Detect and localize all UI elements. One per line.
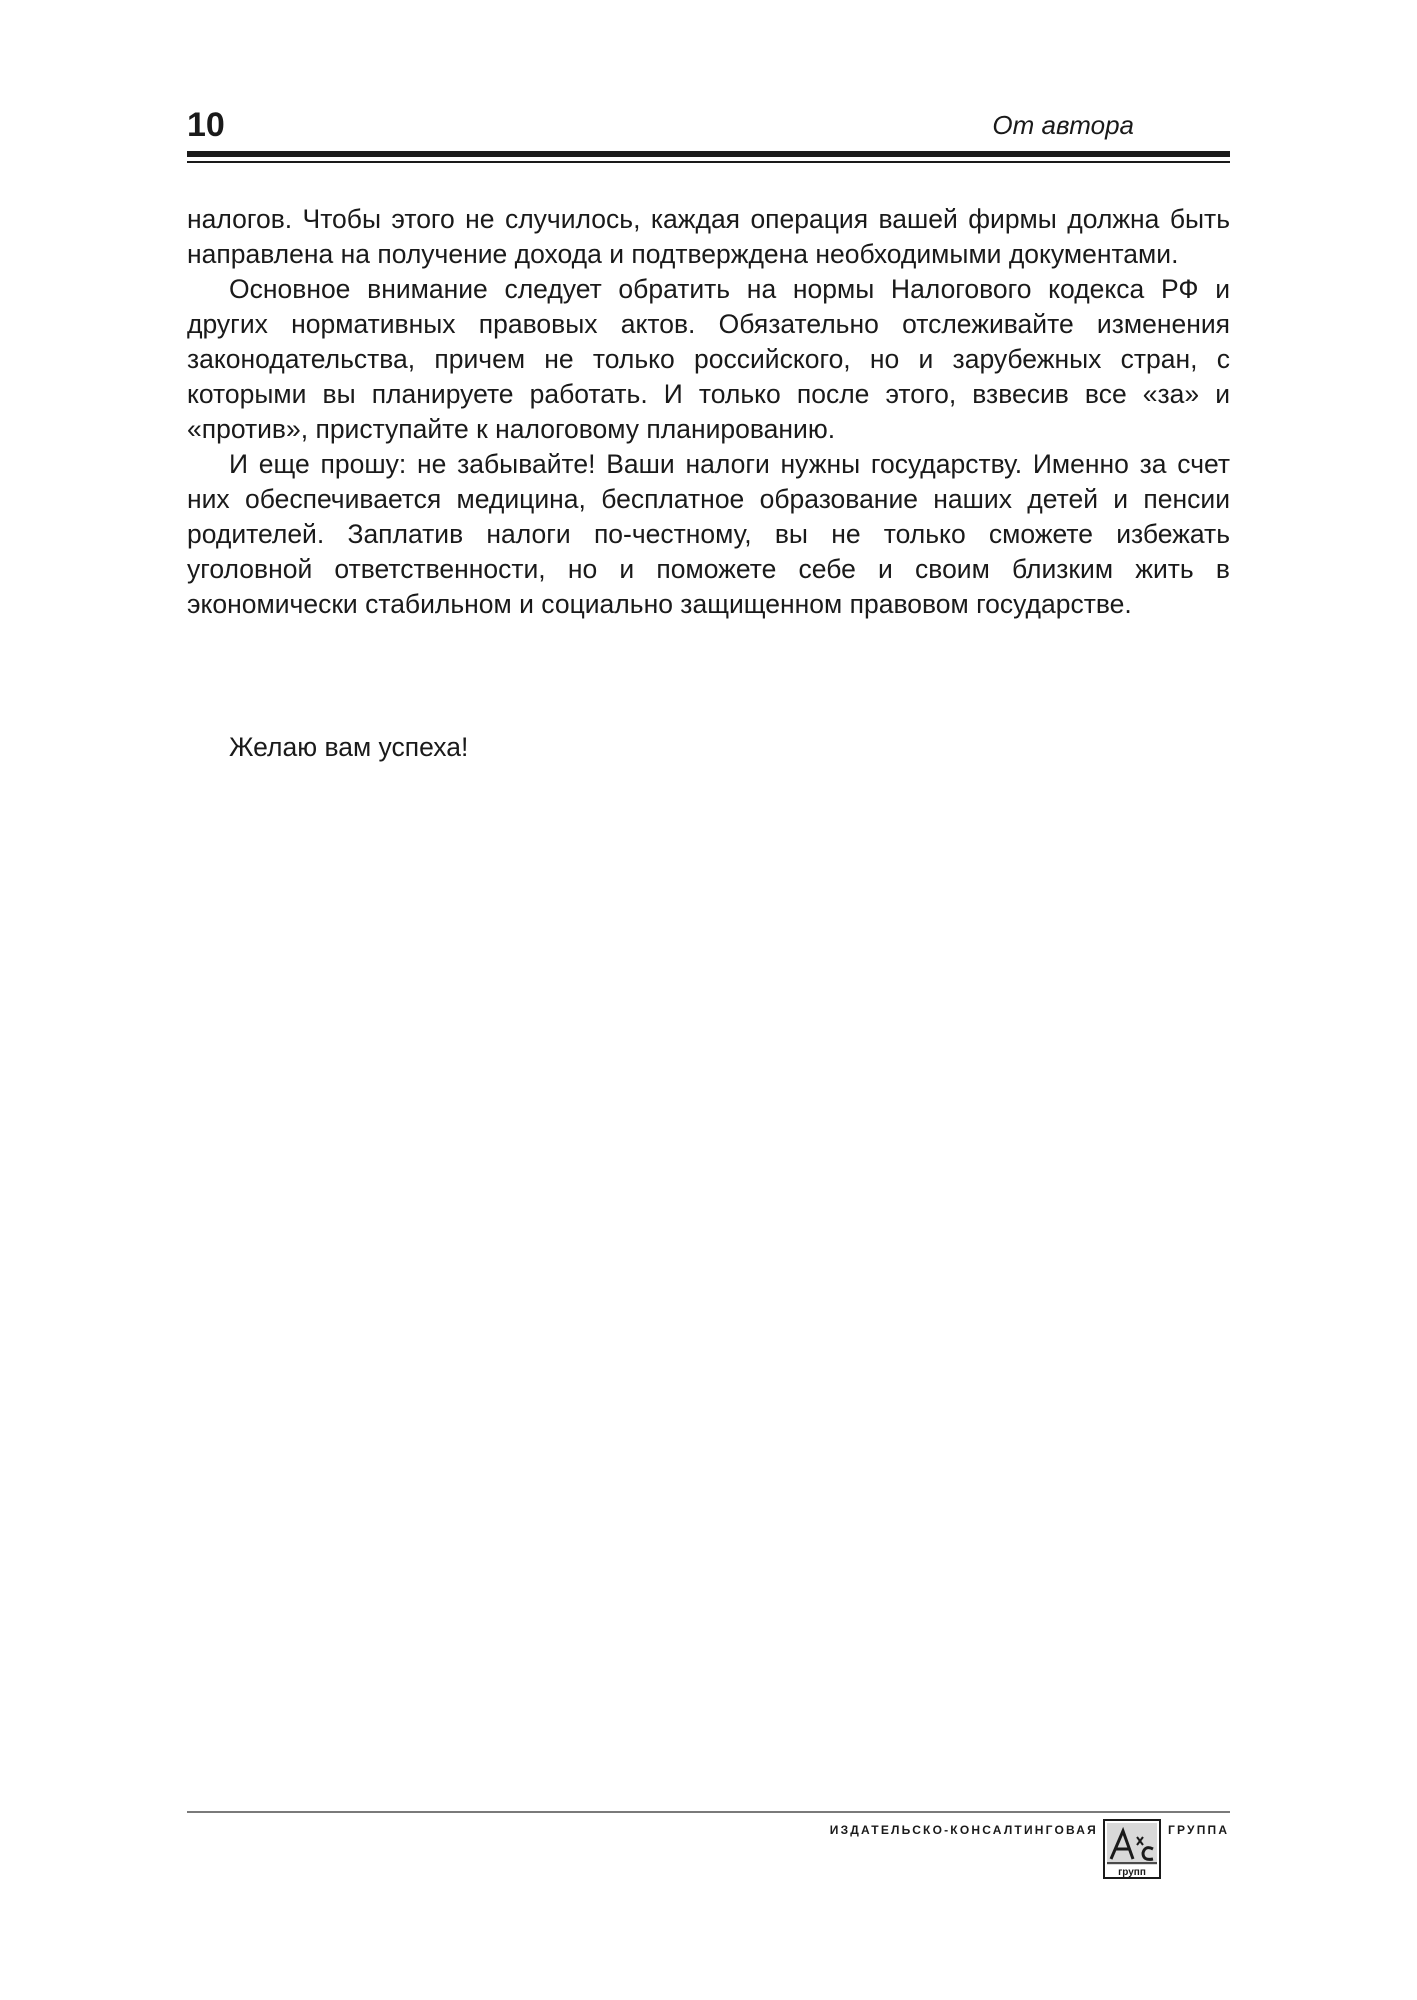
publisher-name-right: ГРУППА bbox=[1168, 1823, 1230, 1837]
paragraph: И еще прошу: не забывайте! Ваши налоги нужны государству. Именно за счет них обеспечивается медицина, бесплатное образование наших детей и пенсии родителей. Заплатив налоги по-честному, вы не только сможете избежать уголовной ответственности, но и поможете себе и своим близким жить в экономически стабильном и социально защищенном правовом государстве. bbox=[187, 449, 1230, 619]
paragraph: Основное внимание следует обратить на нормы Налогового кодекса РФ и других нормативных правовых актов. Обязательно отслеживайте изменения законодательства, причем не только российского, но и зарубежных стран, с которыми вы планируете работать. И только после этого, взвесив все «за» и «против», приступайте к налоговому планированию. bbox=[187, 274, 1230, 444]
paragraph-continuation: налогов. Чтобы этого не случилось, каждая операция вашей фирмы должна быть направлена на получение дохода и подтверждена необходимыми документами. bbox=[187, 204, 1230, 269]
publisher-logo-icon bbox=[1103, 1819, 1161, 1879]
closing-line: Желаю вам успеха! bbox=[229, 732, 469, 762]
publisher-name-left: ИЗДАТЕЛЬСКО-КОНСАЛТИНГОВАЯ bbox=[829, 1823, 1098, 1837]
footer-rule bbox=[187, 1811, 1230, 1813]
header-rule-thin bbox=[187, 161, 1230, 163]
running-head: От автора bbox=[992, 110, 1134, 140]
page-number: 10 bbox=[187, 106, 225, 144]
header-rule-thick bbox=[187, 151, 1230, 157]
svg-text:групп: групп bbox=[1118, 1867, 1146, 1878]
body-text bbox=[187, 202, 1230, 622]
